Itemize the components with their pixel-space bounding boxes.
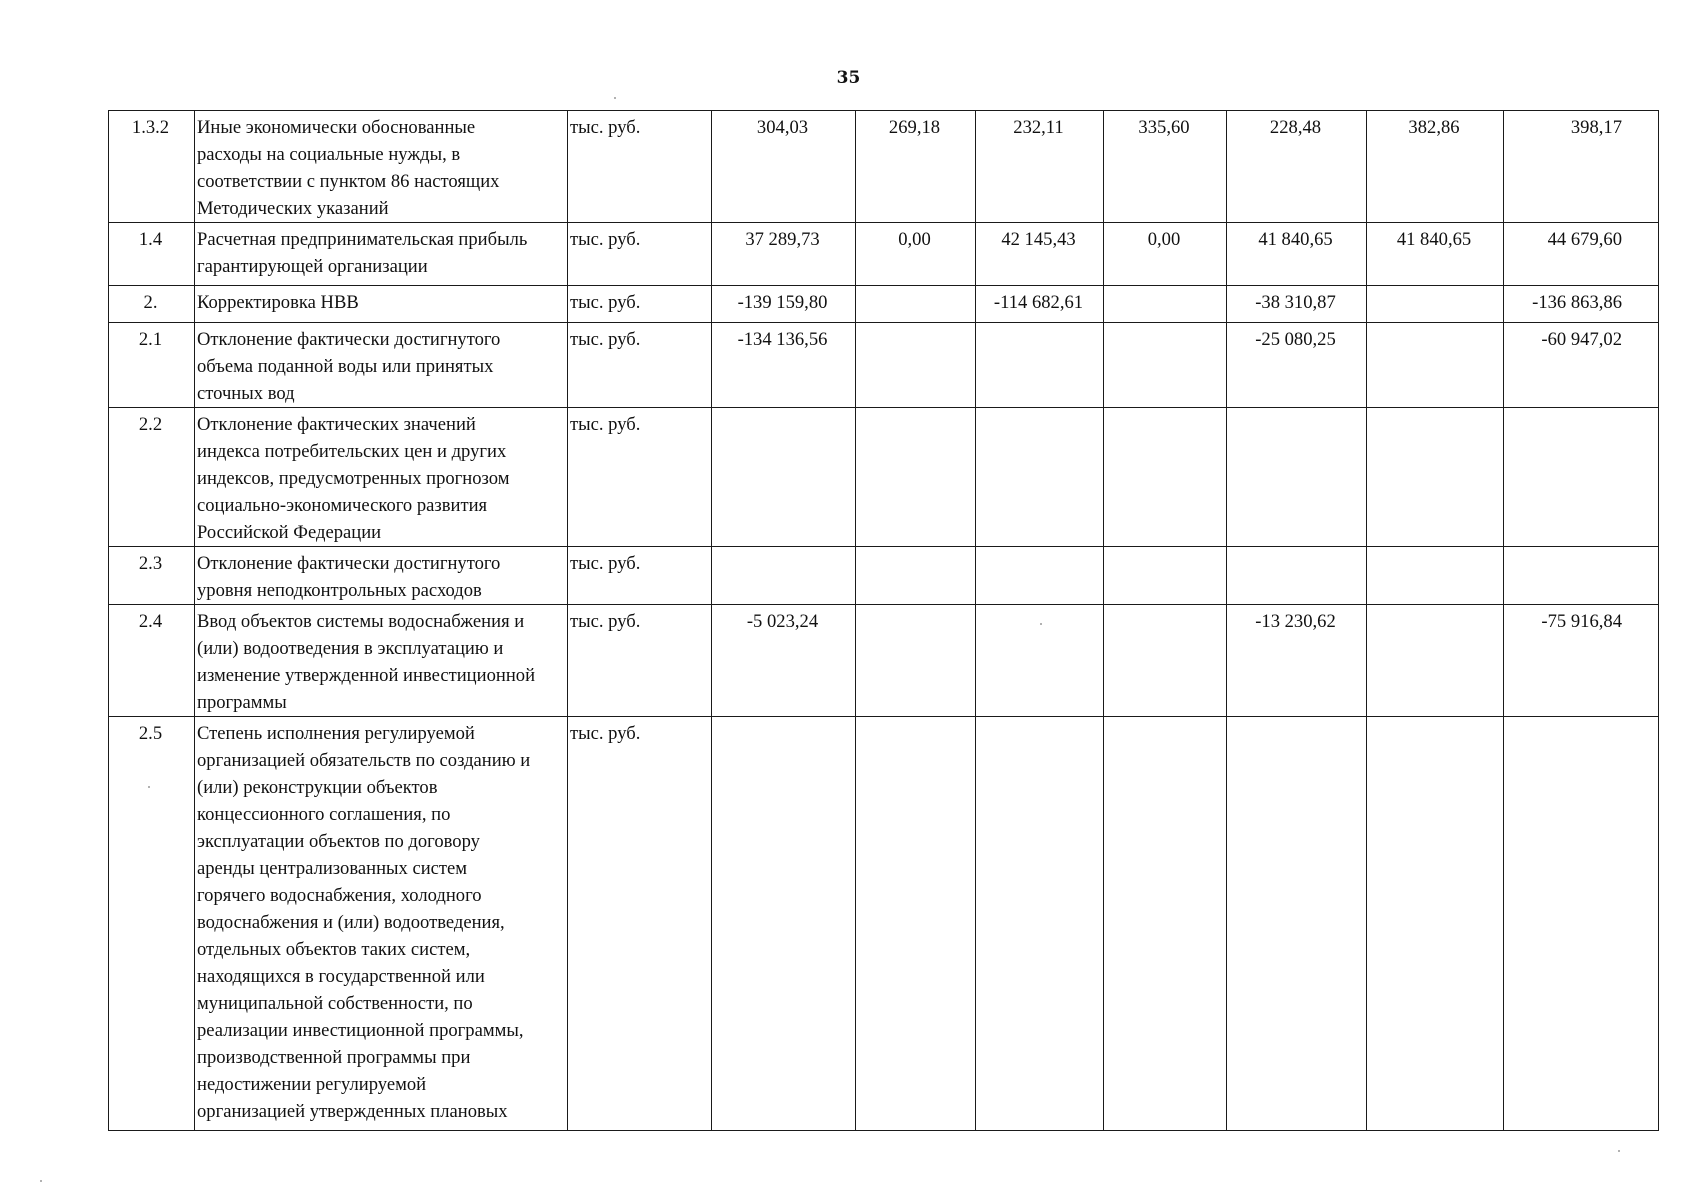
value-cell: -134 136,56 <box>712 323 856 408</box>
value-cell: 0,00 <box>856 223 976 286</box>
row-name <box>195 323 568 408</box>
table-row <box>109 547 1659 605</box>
row-name <box>195 605 568 717</box>
row-name-line: организацией утвержденных плановых <box>197 1101 508 1122</box>
row-name <box>195 286 568 323</box>
row-number: 2.2 <box>109 408 195 547</box>
value-cell <box>976 408 1104 547</box>
value-cell <box>1104 323 1227 408</box>
row-name-line: индекса потребительских цен и других <box>197 441 507 462</box>
value-cell <box>1504 717 1659 1131</box>
row-unit: тыс. руб. <box>568 223 712 286</box>
row-name <box>195 408 568 547</box>
row-name-line: организацией обязательств по созданию и <box>197 750 531 771</box>
value-cell: -136 863,86 <box>1504 286 1659 323</box>
value-cell <box>712 547 856 605</box>
scan-speck <box>1618 1150 1620 1152</box>
value-cell: -75 916,84 <box>1504 605 1659 717</box>
value-cell: 398,17 <box>1504 111 1659 223</box>
row-name-line: муниципальной собственности, по <box>197 993 473 1014</box>
row-name-line: Расчетная предпринимательская прибыль <box>197 229 528 250</box>
value-cell: 41 840,65 <box>1227 223 1367 286</box>
row-name-line: (или) водоотведения в эксплуатацию и <box>197 638 504 659</box>
row-name-line: гарантирующей организации <box>197 256 428 277</box>
value-cell <box>976 717 1104 1131</box>
row-name <box>195 111 568 223</box>
value-cell: -5 023,24 <box>712 605 856 717</box>
value-cell <box>1367 286 1504 323</box>
row-number: 2.4 <box>109 605 195 717</box>
scan-speck <box>40 1180 42 1182</box>
value-cell <box>856 408 976 547</box>
row-name-line: Отклонение фактически достигнутого <box>197 553 501 574</box>
row-number: 2.5 <box>109 717 195 1131</box>
value-cell <box>976 323 1104 408</box>
row-name <box>195 717 568 1131</box>
row-name-line: индексов, предусмотренных прогнозом <box>197 468 510 489</box>
value-cell: 37 289,73 <box>712 223 856 286</box>
value-cell <box>976 605 1104 717</box>
row-name-line: Отклонение фактически достигнутого <box>197 329 501 350</box>
row-name-line: горячего водоснабжения, холодного <box>197 885 482 906</box>
value-cell <box>1227 408 1367 547</box>
row-name <box>195 547 568 605</box>
row-name-line: эксплуатации объектов по договору <box>197 831 480 852</box>
scan-speck <box>148 786 150 788</box>
value-cell: 269,18 <box>856 111 976 223</box>
value-cell <box>1367 323 1504 408</box>
table-row <box>109 223 1659 286</box>
value-cell: 335,60 <box>1104 111 1227 223</box>
value-cell: -114 682,61 <box>976 286 1104 323</box>
row-name-line: уровня неподконтрольных расходов <box>197 580 482 601</box>
row-name-line: Иные экономически обоснованные <box>197 117 476 138</box>
value-cell <box>1227 717 1367 1131</box>
row-name-line: соответствии с пунктом 86 настоящих <box>197 171 500 192</box>
row-unit: тыс. руб. <box>568 323 712 408</box>
table-row <box>109 111 1659 223</box>
value-cell <box>856 323 976 408</box>
value-cell: 0,00 <box>1104 223 1227 286</box>
row-name-line: Степень исполнения регулируемой <box>197 723 475 744</box>
row-name-line: находящихся в государственной или <box>197 966 485 987</box>
row-name-line: недостижении регулируемой <box>197 1074 427 1095</box>
row-number: 2.3 <box>109 547 195 605</box>
row-name-line: сточных вод <box>197 383 295 404</box>
row-number: 1.3.2 <box>109 111 195 223</box>
value-cell: 41 840,65 <box>1367 223 1504 286</box>
value-cell <box>1367 717 1504 1131</box>
value-cell <box>712 717 856 1131</box>
scan-speck <box>1040 623 1042 625</box>
row-name-line: водоснабжения и (или) водоотведения, <box>197 912 505 933</box>
table-row <box>109 286 1659 323</box>
row-unit: тыс. руб. <box>568 605 712 717</box>
value-cell <box>1104 408 1227 547</box>
value-cell: -13 230,62 <box>1227 605 1367 717</box>
row-name-line: концессионного соглашения, по <box>197 804 451 825</box>
value-cell <box>1367 547 1504 605</box>
value-cell <box>1104 286 1227 323</box>
table-row <box>109 717 1659 1131</box>
value-cell <box>856 717 976 1131</box>
value-cell: -38 310,87 <box>1227 286 1367 323</box>
value-cell: -25 080,25 <box>1227 323 1367 408</box>
value-cell: -60 947,02 <box>1504 323 1659 408</box>
row-number: 2. <box>109 286 195 323</box>
value-cell <box>1367 605 1504 717</box>
row-number: 1.4 <box>109 223 195 286</box>
value-cell <box>1104 605 1227 717</box>
table-body <box>109 111 1659 1131</box>
row-unit: тыс. руб. <box>568 547 712 605</box>
row-name-line: (или) реконструкции объектов <box>197 777 438 798</box>
value-cell <box>1367 408 1504 547</box>
value-cell <box>1504 408 1659 547</box>
page-number: 35 <box>836 68 861 88</box>
row-name-line: аренды централизованных систем <box>197 858 468 879</box>
value-cell: 232,11 <box>976 111 1104 223</box>
row-name <box>195 223 568 286</box>
row-unit: тыс. руб. <box>568 408 712 547</box>
value-cell: 382,86 <box>1367 111 1504 223</box>
value-cell: 44 679,60 <box>1504 223 1659 286</box>
value-cell <box>712 408 856 547</box>
value-cell <box>856 605 976 717</box>
row-name-line: отдельных объектов таких систем, <box>197 939 471 960</box>
table-row <box>109 408 1659 547</box>
row-name-line: Методических указаний <box>197 198 389 219</box>
value-cell <box>1104 547 1227 605</box>
row-name-line: Корректировка НВВ <box>197 292 359 313</box>
value-cell <box>1104 717 1227 1131</box>
table-row <box>109 323 1659 408</box>
value-cell: 304,03 <box>712 111 856 223</box>
value-cell <box>976 547 1104 605</box>
table-row <box>109 605 1659 717</box>
scan-speck <box>614 97 616 99</box>
row-name-line: реализации инвестиционной программы, <box>197 1020 524 1041</box>
data-table <box>108 110 1659 1131</box>
row-name-line: Ввод объектов системы водоснабжения и <box>197 611 525 632</box>
value-cell: 42 145,43 <box>976 223 1104 286</box>
value-cell: -139 159,80 <box>712 286 856 323</box>
row-unit: тыс. руб. <box>568 286 712 323</box>
row-name-line: социально-экономического развития <box>197 495 488 516</box>
value-cell <box>856 286 976 323</box>
row-number: 2.1 <box>109 323 195 408</box>
row-name-line: объема поданной воды или принятых <box>197 356 494 377</box>
value-cell <box>1227 547 1367 605</box>
row-name-line: расходы на социальные нужды, в <box>197 144 461 165</box>
row-unit: тыс. руб. <box>568 111 712 223</box>
row-unit: тыс. руб. <box>568 717 712 1131</box>
value-cell <box>856 547 976 605</box>
row-name-line: производственной программы при <box>197 1047 471 1068</box>
row-name-line: изменение утвержденной инвестиционной <box>197 665 536 686</box>
row-name-line: программы <box>197 692 287 713</box>
value-cell: 228,48 <box>1227 111 1367 223</box>
value-cell <box>1504 547 1659 605</box>
row-name-line: Российской Федерации <box>197 522 382 543</box>
row-name-line: Отклонение фактических значений <box>197 414 476 435</box>
